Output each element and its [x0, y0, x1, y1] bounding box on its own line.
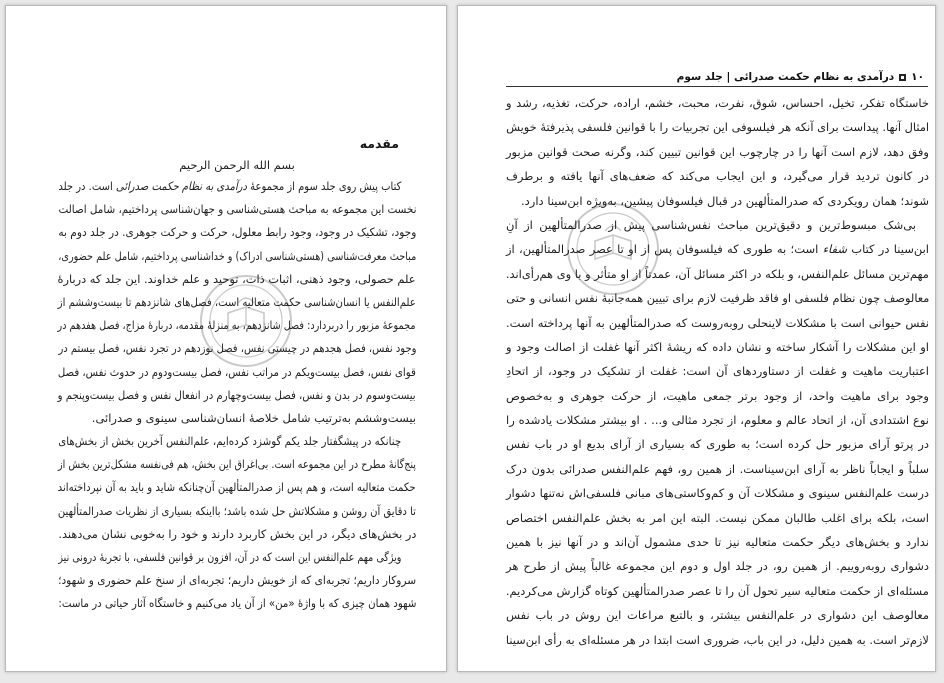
text-line: امثال آنها. پیداست برای آنکه هر فیلسوفی این تجربیات را با قوانین فلسفی پذیرفتهٔ خویش: [506, 120, 929, 135]
text-line: درست علم‌النفس سینوی و مشکلات آن و کم‌وکاستی‌های مبانی فلسفی‌اش نه‌تنها دشوار: [506, 486, 929, 501]
text-line: اعتباریت ماهیت و غفلت از دستاوردهای آن است: غفلت از تشکیک در وجود، از اتحادِ: [506, 364, 929, 379]
text-line: [58, 175, 416, 198]
book-title-italic: درآمدی به نظام حکمت صدرائی: [115, 179, 247, 193]
text-line: معالوصف چون نظام فلسفی او فاقد ظرفیت لازم برای تبیین همه‌جانبهٔ نفس انسانی و حتی: [506, 291, 929, 306]
text-line: است، بلکه برای اغلب طالبان ممکن نیست. البته این امر به بخش علم‌النفس اختصاص: [506, 510, 929, 525]
paragraph: [506, 91, 929, 213]
text-line: مباحث معرفت‌شناسی (هستی‌شناسی ادراک) و خداشناسی پرداختیم، شامل علم حضوری،: [58, 248, 416, 263]
text-line: او این مشکلات را آشکار ساخته و نشان داده که ریشهٔ اکثر آنها غفلت از اصالت وجود و: [506, 339, 929, 354]
text-line: چنانکه در پیشگفتار جلد یکم گوشزد کرده‌ایم، علم‌النفس آخرین بخش از بخش‌های: [58, 434, 401, 449]
right-text-column: [506, 91, 929, 652]
text-segment: ابن‌سینا در کتاب: [846, 242, 929, 257]
text-line: بیست‌وششم به‌ترتیب شامل خلاصهٔ انسان‌شناسی سینوی و صدرائی.: [91, 410, 416, 425]
text-line: علم‌النفس یا انسان‌شناسی حکمت متعالیه است، فصل‌های شانزدهم تا بیست‌وششم از: [58, 294, 416, 309]
running-header-title: درآمدی به نظام حکمت صدرائی | جلد سوم: [676, 71, 895, 83]
text-line: سلباً و ایجاباً ناظر به آرای ابن‌سیناست. از همین رو، فهم علم‌النفس صدرائی بدون درک: [506, 461, 929, 476]
text-line: تا دقایق آن روشن و مشکلاتش حل شده باشد؛ بااینکه بسیاری از نظریات صدرالمتألهین: [58, 503, 416, 518]
text-line: بیست‌وسوم در بدن و نفس، فصل بیست‌وچهارم در انفعال نفس و فصل بیست‌وپنجم و: [58, 387, 416, 402]
text-line: شهود همان چیزی که با واژهٔ «من» از آن یاد می‌کنیم و خاستگاه آثار حیاتی در ماست:: [58, 596, 416, 611]
text-line: نخست این مجموعه به مباحث هستی‌شناسی و جهان‌شناسی پرداختیم، شامل اصالت: [58, 202, 416, 217]
text-line: سروکار داریم؛ تجربه‌ای که از خویش داریم؛ تجربه‌ای از سنخ علم حضوری و شهود؛: [58, 573, 416, 588]
basmala: بسم الله الرحمن الرحیم: [179, 158, 295, 172]
left-text-column: [58, 175, 416, 616]
book-title-italic: شفاء: [822, 242, 847, 257]
text-segment: است؛ به طوری که فیلسوفان پس از او تا عصر صدرالمتألهین، از: [506, 242, 823, 257]
text-segment: کتاب پیش روی جلد سوم از مجموعهٔ: [246, 179, 401, 193]
text-line: در بخش‌های دیگر، در این بخش کاربرد دارند و خود را به‌خوبی نشان می‌دهند.: [58, 526, 416, 541]
text-line: پنج‌گانهٔ مطرح در این مجموعه است. بی‌اغراق این بخش، هم فی‌نفسه مشکل‌ترین بخش از: [58, 457, 416, 472]
text-line: وجود نفس، فصل هجدهم در چیستی نفس، فصل نوزدهم در تجرد نفس، فصل بیستم در: [58, 341, 416, 356]
running-header: [677, 69, 924, 85]
text-line: وجود برای ماهیت واحد، از وجود برتر جمعی ماهیت، از حرکت جوهری و به‌خصوص: [506, 388, 929, 403]
right-page: [457, 5, 936, 672]
text-line: قوای نفس، فصل بیست‌ویکم در مراتب نفس، فصل بیست‌ودوم در حدوث نفس، فصل: [58, 364, 416, 379]
text-line: حکمت متعالیه است، و هم پس از صدرالمتألهین آن‌چنانکه شاید و باید به آن نپرداخته‌اند: [58, 480, 416, 495]
text-line: لازم‌تر است. به همین دلیل، در این باب، ضروری است ابتدا در هر مسئله‌ای به رأی ابن‌سینا: [506, 632, 929, 647]
text-line: نوع اشتدادی آن، از اتحاد عالم و معلوم، از تجرد مثالی و... . او بیشتر مشکلات یادشده را: [506, 413, 929, 428]
text-line: شوند؛ همان رویکردی که صدرالمتألهین در قبال فیلسوفان پیشین، به‌ویژه ابن‌سینا دارد.: [521, 193, 929, 208]
text-line: معالوصف این دشواری در علم‌النفس بیشتر، و بالتبع مراعات این روش در باب نفس: [506, 608, 929, 623]
text-line: در کانون تردید قرار می‌گیرد، و این ایجاب می‌کند که ضعف‌های آنها یافته و برطرف: [506, 169, 929, 184]
paragraph: [58, 175, 416, 430]
text-line: [506, 237, 929, 261]
text-line: نفس حیوانی است با مشکلات لاینحلی روبه‌روست که صدرالمتألهین به آنها پرداخته است.: [506, 315, 929, 330]
paragraph: [58, 546, 416, 616]
text-line: مهم‌ترین مسائل علم‌النفس، و بلکه در اکثر مسائل آن، عمدتاً از او متأثر و با وی هم‌رأی‌اند.: [506, 266, 929, 281]
chapter-heading: مقدمه: [359, 136, 399, 151]
text-line: علم حصولی، وجود ذهنی، اثبات ذات، توحید و علم خداوند. این جلد که دربارهٔ: [58, 271, 416, 286]
paragraph: [506, 213, 929, 652]
text-line: در پرتو آرای مزبور حل کرده است؛ به طوری که بسیاری از آرای بدیع او در باب نفس: [506, 437, 929, 452]
square-bullet-icon: [899, 74, 906, 81]
text-line: خاستگاه تفکر، تخیل، احساس، شوق، نفرت، محبت، خشم، اراده، حرکت، تغذیه، رشد و: [506, 96, 929, 110]
header-divider: [506, 86, 928, 87]
text-line: دشواری روبه‌روییم. از همین رو، در جلد اول و دوم این مجموعه غالباً پیش از طرح هر: [506, 559, 929, 574]
text-line: مسئله‌ای از حکمت متعالیه سیر تحول آن را تا عصر صدرالمتألهین کوتاه گزارش می‌کردیم.: [506, 583, 929, 598]
text-line: وفق دهد، لازم است آنها را در چارچوب این قوانین تبیین کند، وگرنه صحت قوانین مزبور: [506, 144, 929, 159]
text-line: بی‌شک مبسوط‌ترین و دقیق‌ترین مباحث نفس‌شناسی پیش از صدرالمتألهین از آنِ: [506, 217, 916, 232]
text-line: مجموعهٔ مزبور را دربردارد: فصل شانزدهم، به منزلهٔ مقدمه، دربارهٔ مزاج، فصل هفدهم در: [58, 318, 416, 333]
text-line: ویژگی مهم علم‌النفس این است که در آن، افزون بر قوانین فلسفی، با تجربهٔ درونی نیز: [58, 550, 401, 564]
text-line: ندارد و بخش‌های دیگر حکمت متعالیه نیز تا حدی مشمول آن‌اند و در آنها نیز با همین: [506, 535, 929, 550]
page-number: ۱۰: [911, 71, 924, 83]
text-segment: است. در جلد: [58, 179, 116, 193]
text-line: وجود، تشکیک در وجود، وجود رابط معلول، حرکت و حرکت جوهری. در جلد دوم به: [58, 225, 416, 240]
paragraph: [58, 430, 416, 546]
left-page: [5, 5, 447, 672]
